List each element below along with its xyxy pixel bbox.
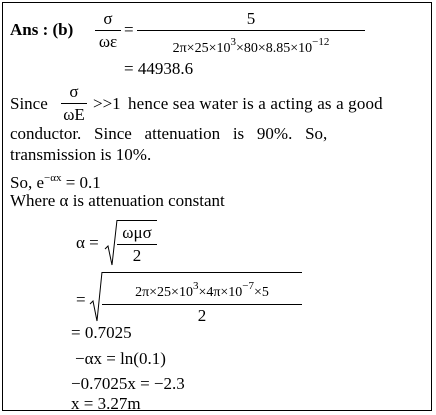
since-text: Since: [10, 94, 48, 113]
sigma-over-omega-e: σ ωE: [61, 82, 87, 125]
transmission-text: transmission is 10%.: [10, 145, 152, 164]
radical-sign-2: [89, 271, 103, 323]
loss-tangent-fraction: 5 $2\pi\times 25\times 10^3\times 80\times 8.85\times 10^{-12}$: [137, 9, 365, 59]
good-conductor-text: hence sea water is a acting as a good: [128, 94, 383, 113]
alpha-substitution: $2\pi\times 25\times 10^3\times 4\pi\times 10^{-7}\times 5$ 2: [102, 276, 302, 326]
log-equation: −αx = ln(0.1): [75, 349, 166, 368]
sigma-over-omega-epsilon: σ ωε: [95, 9, 121, 52]
where-alpha-text: Where α is attenuation constant: [10, 191, 225, 210]
alpha-formula: ωμσ 2: [117, 223, 157, 266]
solution-box: [2, 2, 432, 411]
equals-sign: =: [124, 20, 134, 39]
result-ratio: = 44938.6: [124, 59, 194, 78]
equals-sign-2: =: [76, 290, 86, 309]
answer-label: Ans : (b): [10, 20, 74, 39]
alpha-value: = 0.7025: [71, 323, 132, 342]
radical-sign: [104, 219, 118, 267]
alpha-equals: α =: [76, 233, 99, 252]
attenuation-text: conductor. Since attenuation is 90%. So,: [10, 124, 328, 143]
solve-equation: −0.7025x = −2.3: [71, 374, 185, 393]
much-greater-than-one: >>1: [93, 94, 121, 113]
final-answer: x = 3.27m: [71, 394, 141, 413]
exponential-equation: So, $e^{-\alpha x} = 0.1$: [10, 172, 101, 192]
